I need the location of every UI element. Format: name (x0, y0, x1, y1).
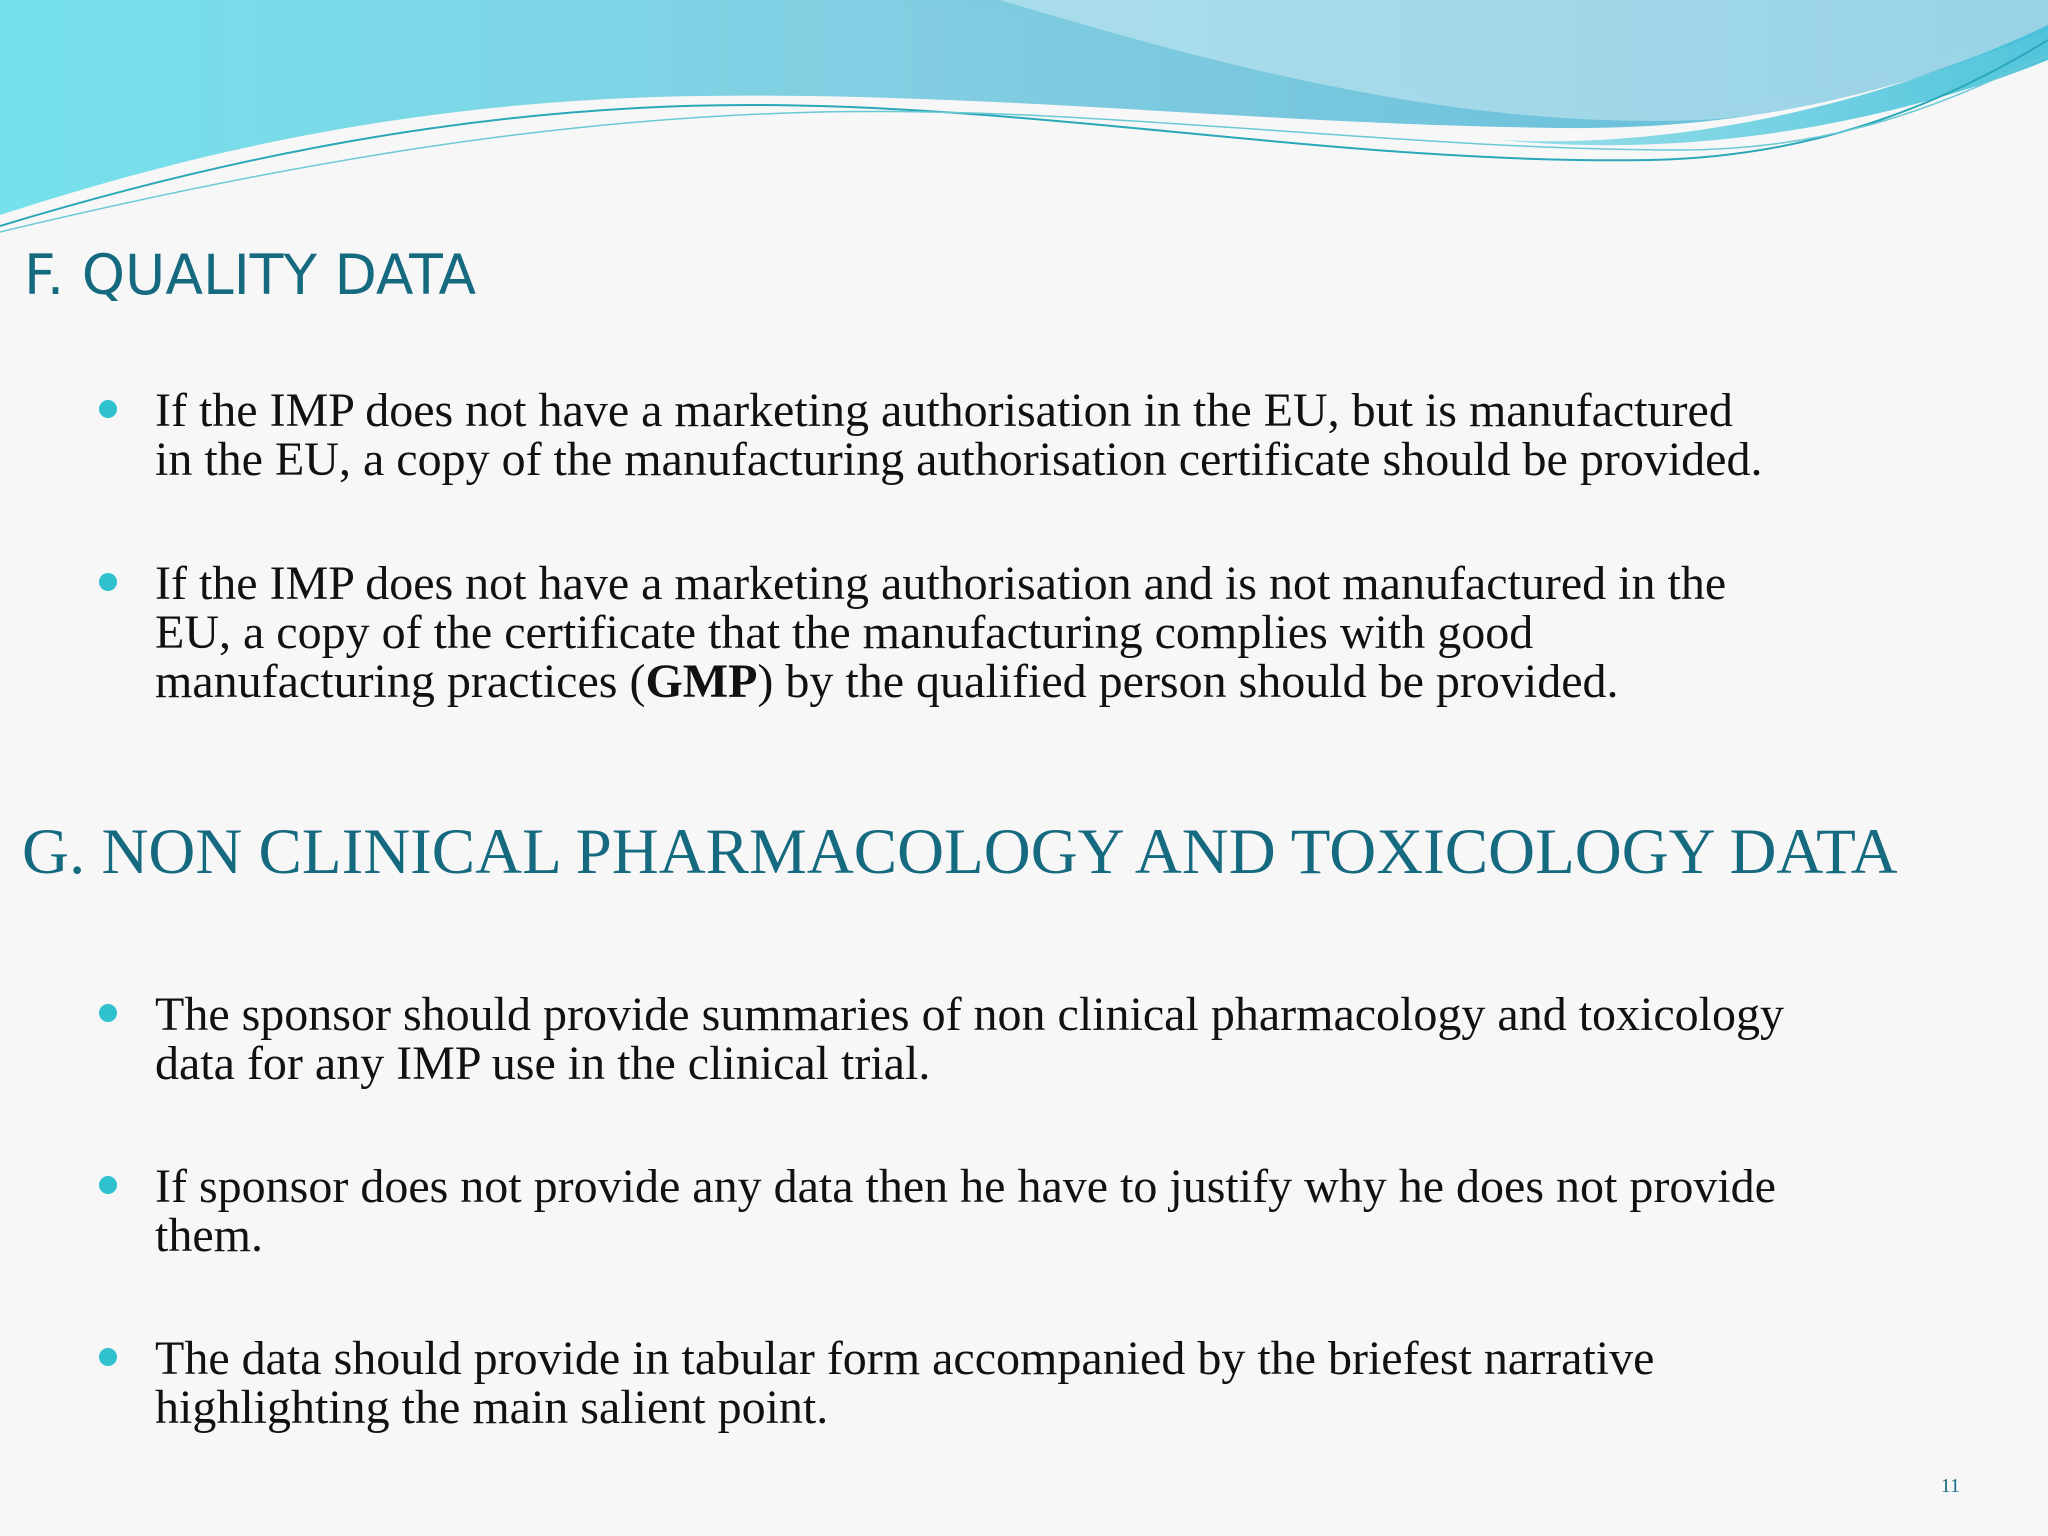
page-number: 11 (1940, 1475, 1960, 1497)
bullet-icon (99, 400, 117, 418)
bullet-line: The data should provide in tabular form accompanied by the briefest narrative (155, 1332, 1655, 1385)
section-f-title: F. QUALITY DATA (24, 243, 477, 307)
bullet-text (155, 1162, 2035, 1260)
bullet-line (155, 657, 2035, 706)
bullet-icon (99, 1004, 117, 1022)
header-wave-decoration (0, 0, 2048, 240)
bullet-text (155, 559, 2035, 706)
bullet-line: If sponsor does not provide any data then he have to justify why he does not provide (155, 1160, 1776, 1213)
bullet-line: EU, a copy of the certificate that the manufacturing complies with good (155, 606, 1534, 659)
bullet-line: highlighting the main salient point. (155, 1381, 829, 1434)
bullet-icon (99, 573, 117, 591)
bullet-line: If the IMP does not have a marketing authorisation and is not manufactured in the (155, 557, 1727, 610)
section-g-title: G. NON CLINICAL PHARMACOLOGY AND TOXICOLOGY DATA (22, 816, 1898, 888)
bullet-icon (99, 1176, 117, 1194)
bullet-line: in the EU, a copy of the manufacturing authorisation certificate should be provided. (155, 433, 1763, 486)
bullet-text (155, 990, 2035, 1088)
bullet-line: The sponsor should provide summaries of non clinical pharmacology and toxicology (155, 988, 1784, 1041)
bullet-line: data for any IMP use in the clinical trial. (155, 1037, 931, 1090)
bullet-line-text: ) by the qualified person should be provided. (757, 655, 1619, 708)
bullet-line: them. (155, 1209, 263, 1262)
bullet-text (155, 386, 2035, 484)
bullet-line-text: manufacturing practices ( (155, 655, 646, 708)
bullet-text (155, 1334, 2035, 1432)
bullet-line: If the IMP does not have a marketing authorisation in the EU, but is manufactured (155, 384, 1733, 437)
bullet-icon (99, 1348, 117, 1366)
gmp-abbreviation: GMP (645, 655, 758, 708)
